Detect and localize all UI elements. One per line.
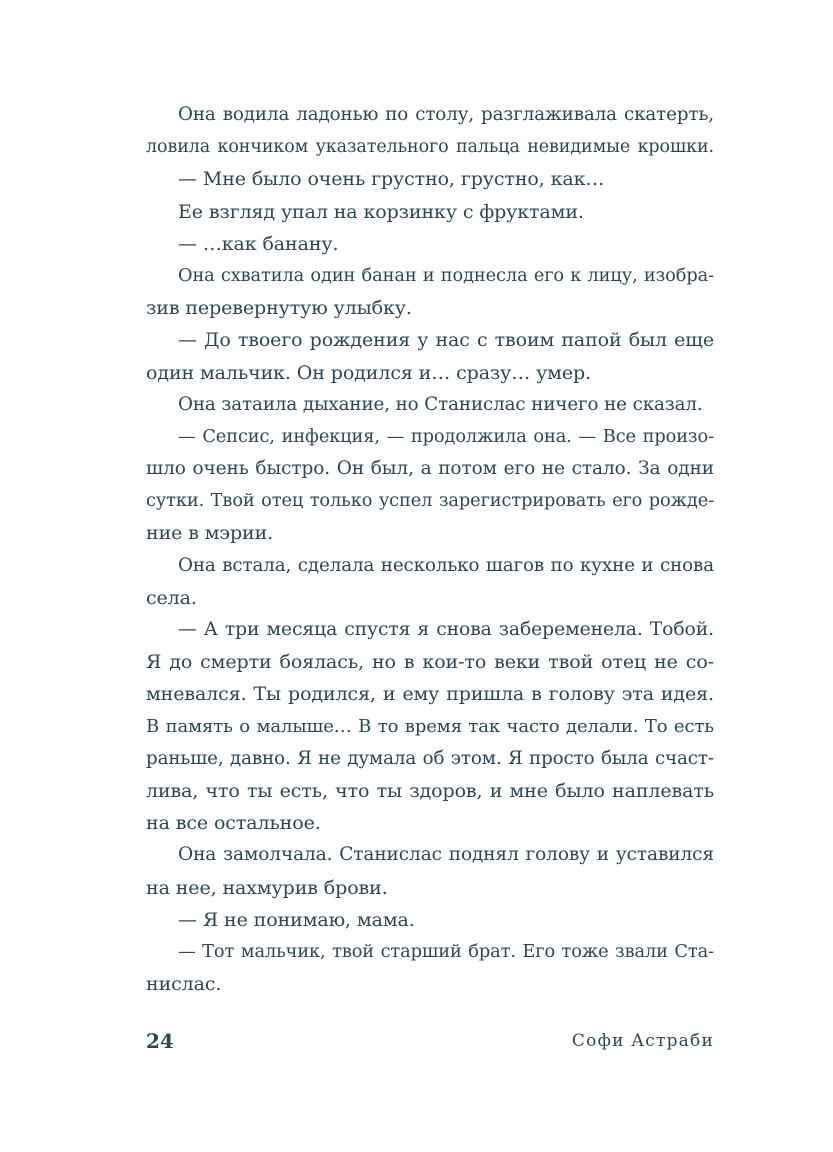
text-line: на все остальное. [146,812,321,835]
text-line: — Тот мальчик, твой старший брат. Его тоже звали Ста- [178,941,714,962]
text-line: Она схватила один банан и поднесла его к лицу, изобра- [178,265,714,286]
text-line: Она затаила дыхание, но Станислас ничего не сказал. [178,393,703,415]
body-text [146,99,714,1000]
page-footer [146,1026,714,1056]
text-line: Она замолчала. Станислас поднял голову и уставился [178,844,714,866]
text-line: зив перевернутую улыбку. [146,297,412,320]
text-line: — …как банану. [178,232,339,255]
text-line: лива, что ты есть, что ты здоров, и мне было наплевать [146,779,714,802]
text-line: мневался. Ты родился, и ему пришла в голову эта идея. [146,683,714,706]
text-line: один мальчик. Он родился и… сразу… умер. [146,361,592,384]
text-line: на нее, нахмурив брови. [146,876,388,899]
text-line: шло очень быстро. Он был, а потом его не стало. За одни [146,458,714,480]
text-line: ние в мэрии. [146,522,274,545]
text-line: сутки. Твой отец только успел зарегистрировать его рожде- [146,491,714,512]
text-line: раньше, давно. Я не думала об этом. Я просто была счаст- [146,747,714,769]
text-line: — Мне было очень грустно, грустно, как… [178,168,605,191]
text-line: села. [146,586,197,609]
text-line: — Я не понимаю, мама. [178,908,415,931]
running-footer-author: Софи Астраби [571,1031,714,1051]
text-line: — До твоего рождения у нас с твоим папой был еще [178,329,714,352]
text-line: Ее взгляд упал на корзинку с фруктами. [178,200,584,223]
text-line: — Сепсис, инфекция, — продолжила она. — Все произо- [178,426,714,447]
text-line: В память о малыше… В то время так часто делали. То есть [146,715,714,737]
text-line: Я до смерти боялась, но в кои-то веки твой отец не со- [146,651,714,674]
text-line: Она водила ладонью по столу, разглаживала скатерть, [178,104,714,125]
page-number: 24 [146,1029,174,1053]
text-line: — А три месяца спустя я снова забеременела. Тобой. [178,619,714,640]
text-line: Она встала, сделала несколько шагов по кухне и снова [178,554,714,576]
text-line: нислас. [146,973,222,996]
text-line: ловила кончиком указательного пальца невидимые крошки. [146,137,714,158]
